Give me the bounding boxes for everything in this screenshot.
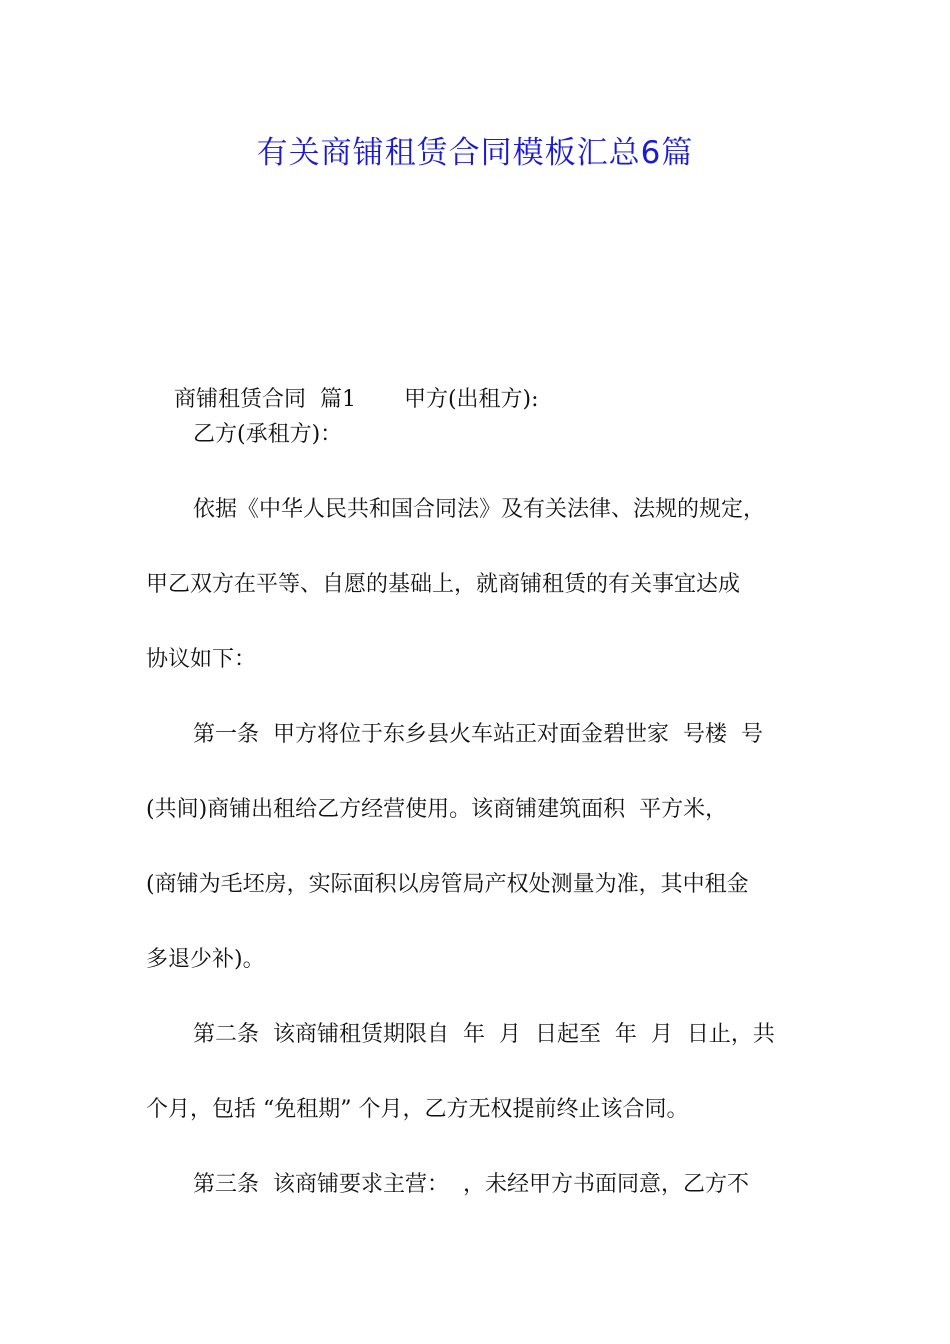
paragraph-line: 第三条 该商铺要求主营： ，未经甲方书面同意，乙方不 (193, 1172, 749, 1197)
paragraph-line: (商铺为毛坯房，实际面积以房管局产权处测量为准，其中租金 (146, 872, 749, 897)
document-title: 有关商铺租赁合同模板汇总6篇 (256, 135, 694, 171)
paragraph-line: 个月，包括 “免租期” 个月，乙方无权提前终止该合同。 (146, 1097, 689, 1122)
paragraph-line: 协议如下： (146, 647, 257, 672)
party-a-label: 甲方(出租方): (403, 387, 539, 412)
paragraph-line: 依据《中华人民共和国合同法》及有关法律、法规的规定， (193, 497, 766, 522)
paragraph-line: (共间)商铺出租给乙方经营使用。该商铺建筑面积 平方米， (146, 797, 728, 822)
section-label: 商铺租赁合同 篇1 (173, 387, 356, 412)
paragraph-line: 第一条 甲方将位于东乡县火车站正对面金碧世家 号楼 号 (193, 722, 763, 747)
paragraph-line: 多退少补)。 (146, 947, 265, 972)
paragraph-line: 甲乙双方在平等、自愿的基础上，就商铺租赁的有关事宜达成 (146, 572, 741, 597)
paragraph-line: 第二条 该商铺租赁期限自 年 月 日起至 年 月 日止，共 (193, 1022, 775, 1047)
party-b-line: 乙方(承租方)： (193, 422, 343, 447)
